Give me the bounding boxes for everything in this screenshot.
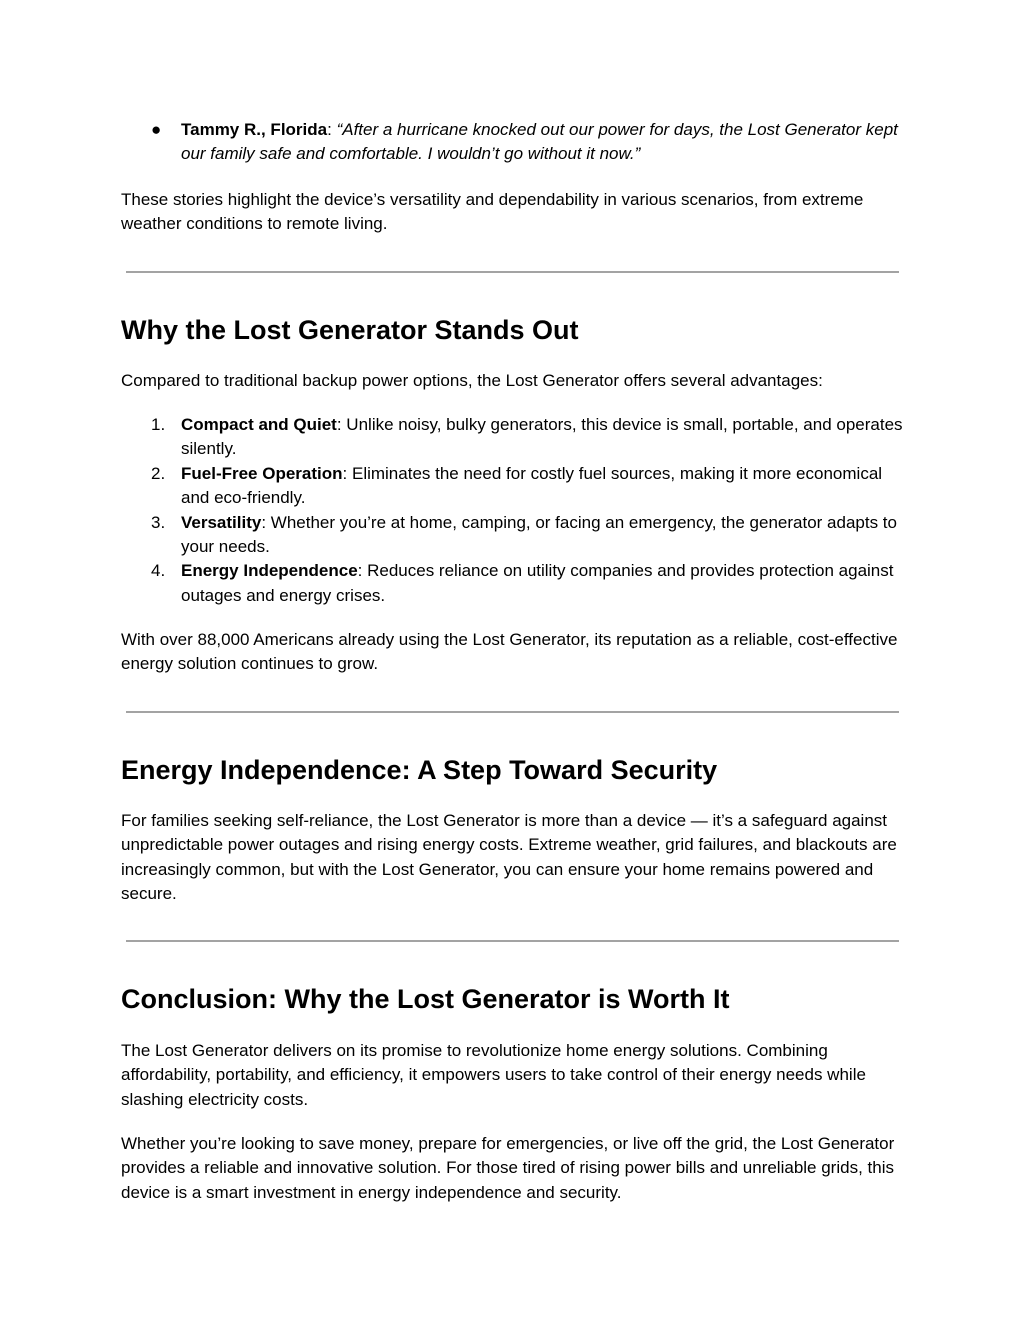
advantage-text: : Reduces reliance on utility companies and provides protection against outages and energy crises.: [181, 561, 894, 605]
bullet-icon: ●: [151, 120, 162, 139]
stands-out-closing: With over 88,000 Americans already using the Lost Generator, its reputation as a reliable, cost-effective energy solution continues to grow.: [121, 630, 898, 674]
stands-out-intro: Compared to traditional backup power options, the Lost Generator offers several advantages:: [121, 371, 823, 390]
item-number: 3.: [151, 512, 166, 532]
stories-paragraph: These stories highlight the device’s versatility and dependability in various scenarios, from extreme weather conditions to remote living.: [121, 190, 864, 234]
advantage-title: Compact and Quiet: [181, 415, 337, 434]
stands-out-intro-block: [121, 369, 907, 393]
advantage-item: [121, 462, 907, 511]
section-divider: [126, 940, 899, 942]
stands-out-closing-block: [121, 628, 907, 677]
advantage-text: : Eliminates the need for costly fuel sources, making it more economical and eco-friendly.: [181, 463, 883, 508]
conclusion-heading: Conclusion: Why the Lost Generator is Worth It: [121, 984, 730, 1014]
testimonial-name: Tammy R., Florida: [181, 120, 328, 139]
conclusion-paragraph-2-block: [121, 1132, 907, 1205]
stories-paragraph-block: [121, 188, 907, 237]
stands-out-heading: Why the Lost Generator Stands Out: [121, 315, 579, 345]
advantage-item: [121, 511, 907, 560]
advantage-text: : Unlike noisy, bulky generators, this device is small, portable, and operates silently.: [181, 415, 903, 459]
testimonial-list: [121, 118, 907, 167]
section-divider: [126, 271, 899, 273]
testimonial-item: [121, 118, 907, 167]
conclusion-paragraph-1: The Lost Generator delivers on its promise to revolutionize home energy solutions. Combining affordability, portability, and efficiency, it empowers users to take control of their energy needs while slashing electricity costs.: [121, 1041, 866, 1109]
item-number: 4.: [151, 561, 166, 581]
testimonial-quote: “After a hurricane knocked out our power for days, the Lost Generator kept our family safe and comfortable. I wouldn’t go without it now.”: [181, 120, 898, 164]
independence-heading: Energy Independence: A Step Toward Security: [121, 755, 718, 785]
conclusion-paragraph-2: Whether you’re looking to save money, prepare for emergencies, or live off the grid, the Lost Generator provides a reliable and innovative solution. For those tired of rising power bills and unreliable grids, this device is a smart investment in energy independence and security.: [121, 1134, 895, 1202]
advantages-list: [121, 413, 907, 608]
conclusion-paragraph-1-block: [121, 1039, 907, 1112]
advantage-item: [121, 413, 907, 462]
advantage-title: Energy Independence: [181, 561, 358, 581]
advantage-title: Fuel-Free Operation: [181, 463, 343, 483]
item-number: 2.: [151, 463, 166, 483]
advantage-title: Versatility: [181, 512, 262, 532]
testimonial-separator: :: [327, 120, 332, 139]
independence-body-block: [121, 809, 907, 907]
item-number: 1.: [151, 415, 166, 434]
section-divider: [126, 711, 899, 713]
advantage-text: : Whether you’re at home, camping, or facing an emergency, the generator adapts to your needs.: [181, 512, 897, 557]
independence-body: For families seeking self-reliance, the Lost Generator is more than a device — it’s a safeguard against unpredictable power outages and rising energy costs. Extreme weather, grid failures, and blackouts are increasingly common, but with the Lost Generator, you can ensure your home remains powered and secure.: [121, 811, 897, 904]
advantage-item: [121, 559, 907, 608]
